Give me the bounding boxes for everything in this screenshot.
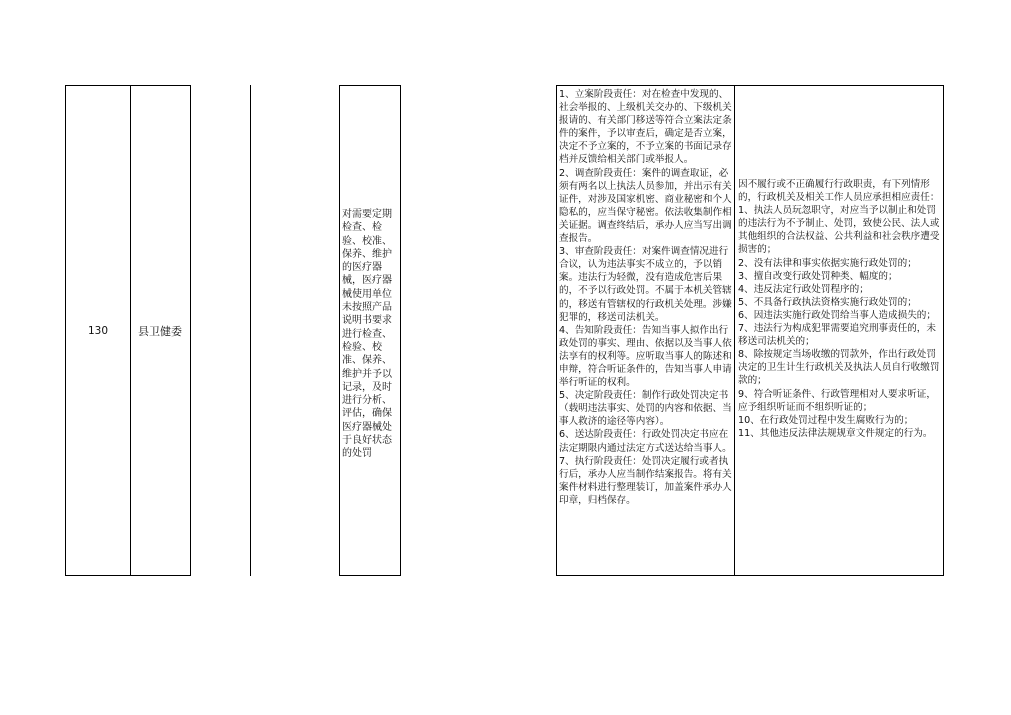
cell-border-desc-right xyxy=(400,85,401,576)
cell-border-resp-right xyxy=(734,85,735,576)
cell-border-desc-top xyxy=(339,85,401,86)
cell-border-liab-right xyxy=(943,85,944,576)
serial-number-cell xyxy=(66,86,130,576)
department-name: 县卫健委 xyxy=(138,325,182,338)
cell-border-desc-left xyxy=(339,85,340,576)
cell-border-v3 xyxy=(190,85,191,576)
liability-text: 因不履行或不正确履行行政职责，有下列情形的，行政机关及相关工作人员应承担相应责任： 1、执法人员玩忽职守，对应当予以制止和处罚的违法行为不予制止、处罚，致使公民、法人或其他组织的合法权益、公共利益和社会秩序遭受损害的； 2、没有法律和事实依据实施行政处罚的； 3、擅自改变行政处罚种类、幅度的； 4、违反法定行政处罚程序的； 5、不具备行政执法资格实施行政处罚的； 6、因违法实施行政处罚给当事人造成损失的； 7、违法行为构成犯罪需要追究刑事责任的，未移送司法机关的； 8、除按规定当场收缴的罚款外，作出行政处罚决定的卫生计生行政机关及执法人员自行收缴罚款的； 9、符合听证条件、行政管理相对人要求听证，应予组织听证而不组织听证的； 10、在行政处罚过程中发生腐败行为的； 11、其他违反法律法规规章文件规定的行为。 xyxy=(738,179,940,439)
cell-border-v4 xyxy=(250,85,251,576)
cell-border-resp-left xyxy=(556,85,557,576)
serial-number: 130 xyxy=(87,325,109,337)
cell-border-desc-bottom xyxy=(339,575,401,576)
item-description: 对需要定期检查、检验、校准、保养、维护的医疗器械，医疗器械使用单位未按照产品说明书要求进行检查、检验、校准、保养、维护并予以记录，及时进行分析、评估，确保医疗器械处于良好状态的处罚 xyxy=(342,209,392,460)
department-cell xyxy=(131,86,189,576)
cell-border-right-bottom xyxy=(556,575,944,576)
responsibility-text: 1、立案阶段责任：对在检查中发现的、社会举报的、上级机关交办的、下级机关报请的、有关部门移送等符合立案法定条件的案件，予以审查后，确定是否立案，决定不予立案的，不予立案的书面记录存档并反馈给相关部门或举报人。 2、调查阶段责任：案件的调查取证，必须有两名以上执法人员参加，并出示有关证件，对涉及国家机密、商业秘密和个人隐私的，应当保守秘密。依法收集制作相关证据。调查终结后，承办人应当写出调查报告。 3、审查阶段责任：对案件调查情况进行合议，认为违法事实不成立的，予以销案。违法行为轻微，没有造成危害后果的，不予以行政处罚。不属于本机关管辖的，移送有管辖权的行政机关处理。涉嫌犯罪的，移送司法机关。 4、告知阶段责任：告知当事人拟作出行政处罚的事实、理由、依据以及当事人依法享有的权利等。应听取当事人的陈述和申辩，符合听证条件的，告知当事人申请举行听证的权利。 5、决定阶段责任：制作行政处罚决定书（载明违法事实、处罚的内容和依据、当事人救济的途径等内容）。 6、送达阶段责任：行政处罚决定书应在法定期限内通过法定方式送达给当事人。 7、执行阶段责任：处罚决定履行或者执行后，承办人应当制作结案报告。将有关案件材料进行整理装订，加盖案件承办人印章，归档保存。 xyxy=(559,89,732,506)
cell-border-right-top xyxy=(556,85,944,86)
